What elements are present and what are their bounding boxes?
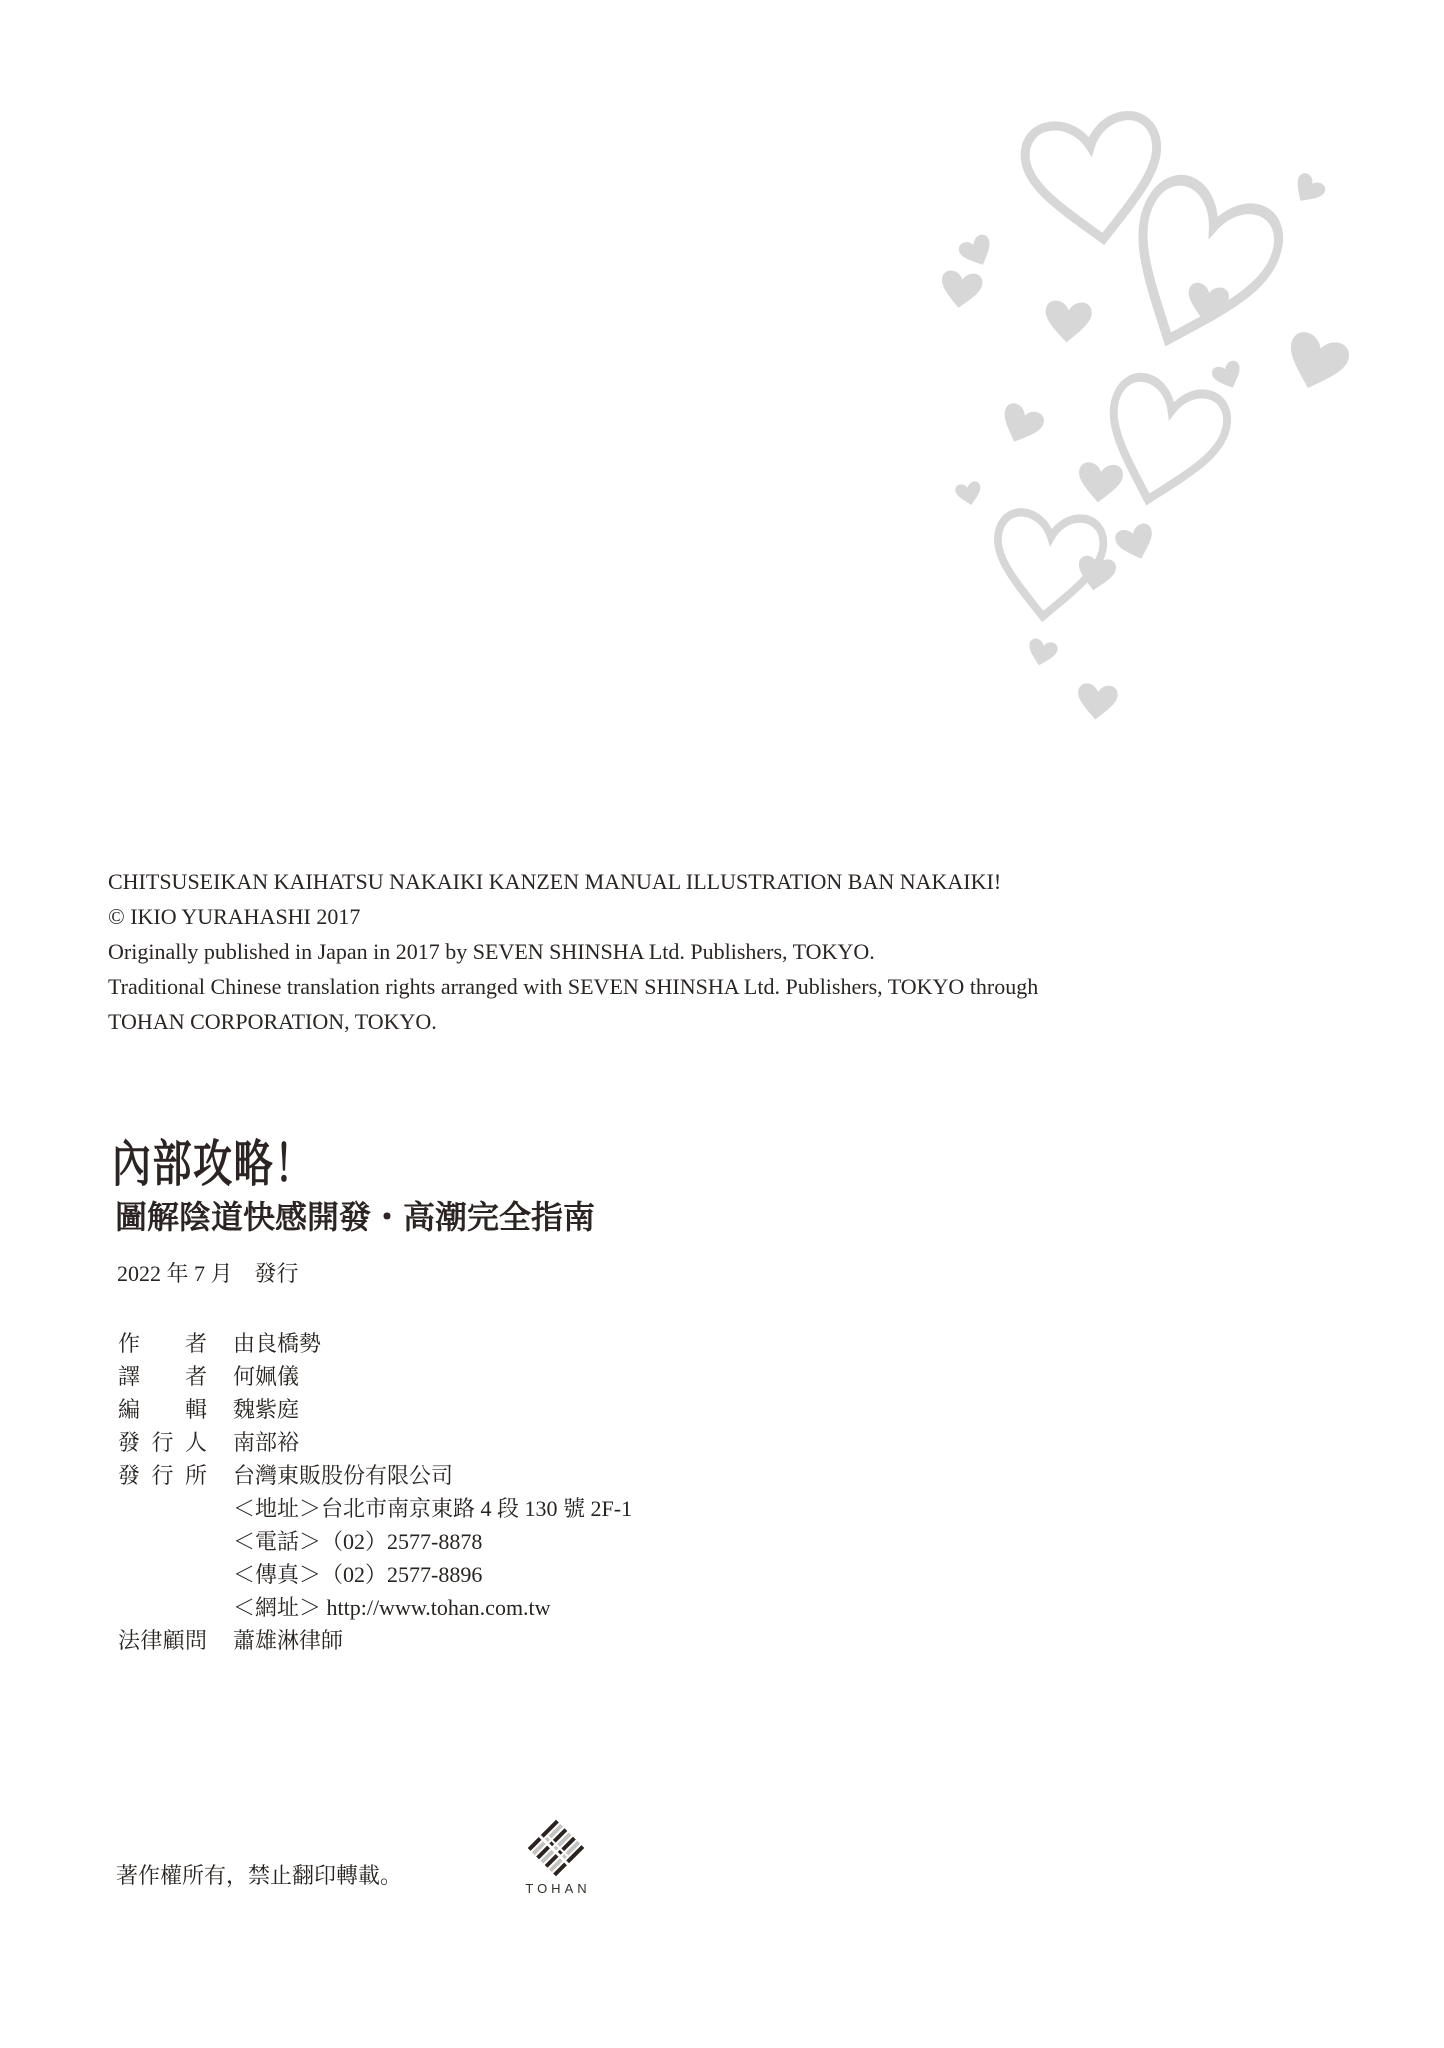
rights-statement — [108, 864, 1368, 1039]
edition-date: 2022 年 7 月 發行 — [117, 1261, 299, 1286]
credit-label — [118, 1591, 207, 1624]
credit-label — [118, 1558, 207, 1591]
heart-icon — [1113, 521, 1159, 564]
heart-icon — [957, 232, 998, 271]
credit-value: 台灣東販股份有限公司 — [233, 1463, 454, 1488]
credit-row-fax — [118, 1558, 632, 1591]
tohan-logo-text: TOHAN — [525, 1881, 591, 1896]
reprint-prohibition-notice: 著作權所有，禁止翻印轉載。 — [116, 1863, 403, 1888]
rights-line: CHITSUSEIKAN KAIHATSU NAKAIKI KANZEN MANUAL ILLUSTRATION BAN NAKAIKI! — [108, 869, 1002, 894]
heart-icon — [1288, 171, 1327, 210]
rights-line: Originally published in Japan in 2017 by SEVEN SHINSHA Ltd. Publishers, TOKYO. — [108, 939, 875, 964]
credit-row-translator — [118, 1360, 632, 1393]
heart-icon — [1210, 359, 1246, 393]
credit-row-publisher-company — [118, 1459, 632, 1492]
credit-row-website — [118, 1591, 632, 1624]
credit-label: 編輯 — [118, 1397, 207, 1422]
heart-icon — [995, 401, 1046, 450]
credit-row-address — [118, 1492, 632, 1525]
credit-value: ＜網址＞ http://www.tohan.com.tw — [233, 1595, 551, 1620]
credit-value: ＜地址＞台北市南京東路 4 段 130 號 2F-1 — [233, 1496, 633, 1521]
credit-value: ＜傳真＞（02）2577-8896 — [233, 1562, 483, 1587]
credit-value: ＜電話＞（02）2577-8878 — [233, 1529, 483, 1554]
credit-row-phone — [118, 1525, 632, 1558]
rights-line: Traditional Chinese translation rights arranged with SEVEN SHINSHA Ltd. Publishers, TOKYO through — [108, 974, 1039, 999]
credit-value: 魏紫庭 — [233, 1397, 300, 1422]
heart-icon — [1025, 637, 1059, 669]
publisher-logo — [520, 1818, 592, 1896]
credit-label: 法律顧問 — [118, 1628, 207, 1653]
heart-icon — [938, 269, 983, 310]
imprint-credits — [118, 1327, 632, 1657]
credit-row-editor — [118, 1393, 632, 1426]
credit-row-legal-advisor — [118, 1624, 632, 1657]
credit-row-author — [118, 1327, 632, 1360]
tohan-logo-icon — [524, 1818, 588, 1880]
credit-label — [118, 1492, 207, 1525]
credit-label — [118, 1525, 207, 1558]
credit-label: 作者 — [118, 1331, 207, 1356]
rights-line: TOHAN CORPORATION, TOKYO. — [108, 1009, 437, 1034]
credit-value: 由良橋勢 — [233, 1331, 322, 1356]
credit-row-publisher-person — [118, 1426, 632, 1459]
credit-label: 發行所 — [118, 1463, 207, 1488]
hearts-decoration — [920, 70, 1400, 750]
book-subtitle: 圖解陰道快感開發・高潮完全指南 — [115, 1199, 596, 1235]
book-title: 內部攻略！ — [112, 1136, 315, 1192]
heart-icon — [1076, 461, 1124, 504]
heart-icon — [954, 480, 983, 507]
rights-line: © IKIO YURAHASHI 2017 — [108, 904, 361, 929]
heart-outline-icon — [1093, 372, 1234, 515]
heart-icon — [1075, 682, 1118, 721]
credit-value: 蕭雄淋律師 — [233, 1628, 344, 1653]
heart-icon — [1280, 329, 1353, 397]
credit-label: 發行人 — [118, 1430, 207, 1455]
credit-value: 南部裕 — [233, 1430, 300, 1455]
credit-label: 譯者 — [118, 1364, 207, 1389]
heart-icon — [1044, 300, 1093, 344]
heart-icon — [1183, 281, 1230, 325]
credit-value: 何姵儀 — [233, 1364, 300, 1389]
